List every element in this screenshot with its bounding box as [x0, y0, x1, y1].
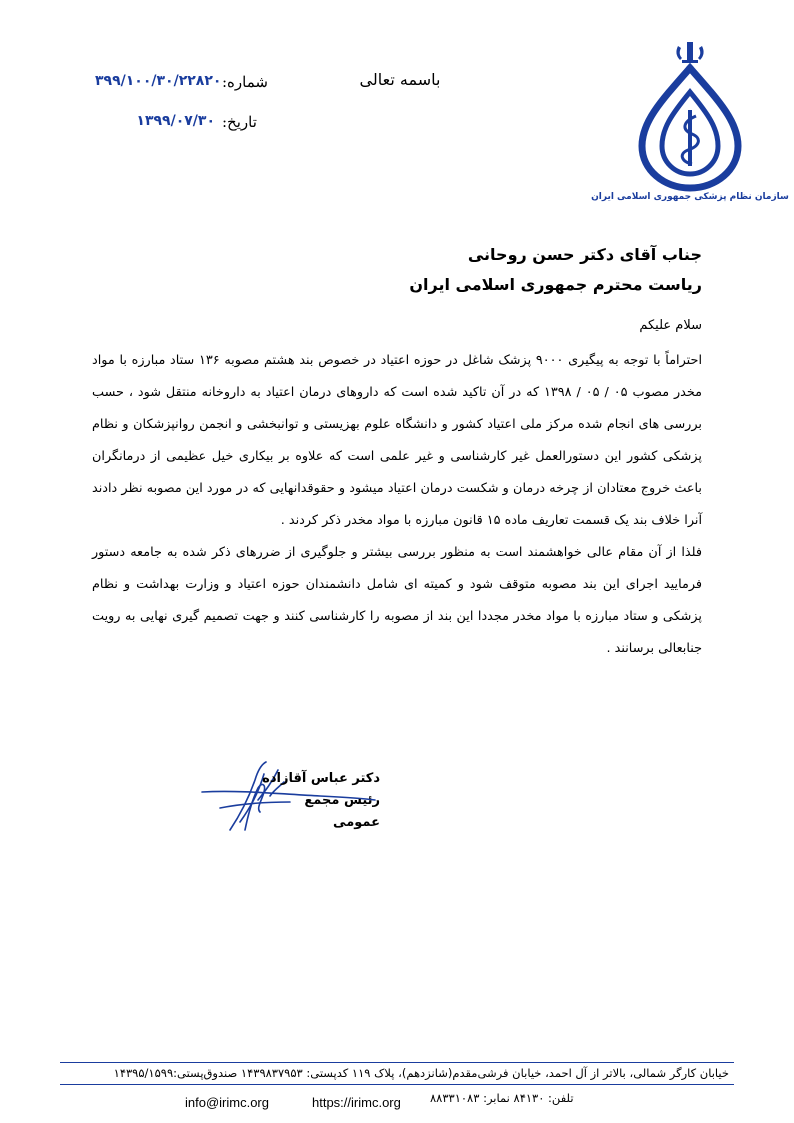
logo-emblem-icon [591, 42, 789, 202]
addressee-name: جناب آقای دکتر حسن روحانی [467, 245, 702, 264]
footer-divider-middle [60, 1084, 734, 1085]
body-paragraph-2: فلذا از آن مقام عالی خواهشمند است به منظور بررسی بیشتر و جلوگیری از ضررهای ذکر شده به جامعه دستور فرمایید اجرای این بند مصوبه متوقف شود و کمیته ای شامل دانشمندان حوزه اعتیاد و وزارت بهداشت و نظام پزشکی و ستاد مبارزه با مواد مخدر مجددا این بند از مصوبه را کارشناسی کنند و جهت تصمیم گیری نهایی به رویت جنابعالی برسانند . [92, 545, 702, 656]
body-paragraph-1: احتراماً با توجه به پیگیری ۹۰۰۰ پزشک شاغل در حوزه اعتیاد در خصوص بند هشتم مصوبه ۱۳۶ ستاد مبارزه با مواد مخدر مصوب ۰۵ / ۰۵ / ۱۳۹۸ که در آن تاکید شده است که داروهای درمان اعتیاد به داروخانه منتقل شود ، حسب بررسی های انجام شده مرکز ملی اعتیاد کشور و دانشگاه علوم بهزیستی و توانبخشی و انجمن روانپزشکان و نظام پزشکی کشور این دستورالعمل غیر کارشناسی و غیر علمی است که علاوه بر بیکاری خیل عظیمی از درمانگران باعث خروج معتادان از چرخه درمان و شکست درمان اعتیاد میشود و حقوقدانهایی که در مورد این مصوبه نظر دادند آنرا خلاف بند یک قسمت تعاریف ماده ۱۵ قانون مبارزه با مواد مخدر ذکر کردند . [92, 353, 703, 528]
footer-address: خیابان کارگر شمالی، بالاتر از آل احمد، خیابان فرشی‌مقدم(شانزدهم)، پلاک ۱۱۹ کدپستی: ۱۴۳۹۸۳۷۹۵۳ صندوق‌پستی:۱۴۳۹۵/۱۵۹۹ [113, 1066, 729, 1080]
footer-email-link[interactable]: info@irimc.org [185, 1095, 269, 1110]
logo-caption: سازمان نظام پزشکی جمهوری اسلامی ایران [591, 192, 789, 202]
addressee-block [202, 240, 702, 300]
greeting: سلام علیکم [639, 318, 702, 333]
signature-block [200, 760, 380, 840]
letter-body [92, 345, 702, 665]
letter-date-label: تاریخ: [222, 113, 257, 131]
organization-logo [591, 42, 789, 202]
letter-number-label: شماره: [222, 73, 268, 91]
letter-date-value: ۱۳۹۹/۰۷/۳۰ [136, 113, 215, 129]
footer-phone: تلفن: ۸۴۱۳۰ نمابر: ۸۸۳۳۱۰۸۳ [430, 1091, 574, 1105]
addressee-title: ریاست محترم جمهوری اسلامی ایران [409, 275, 702, 294]
signatory-title: رئیس مجمع عمومی [304, 793, 380, 830]
footer-divider-top [60, 1062, 734, 1063]
signatory-name: دکتر عباس آقازاده [262, 771, 380, 786]
footer-website-link[interactable]: https://irimc.org [312, 1095, 401, 1110]
basmala-heading: باسمه تعالی [359, 70, 441, 89]
letter-number-value: ۳۹۹/۱۰۰/۳۰/۲۲۸۲۰ [95, 73, 222, 89]
